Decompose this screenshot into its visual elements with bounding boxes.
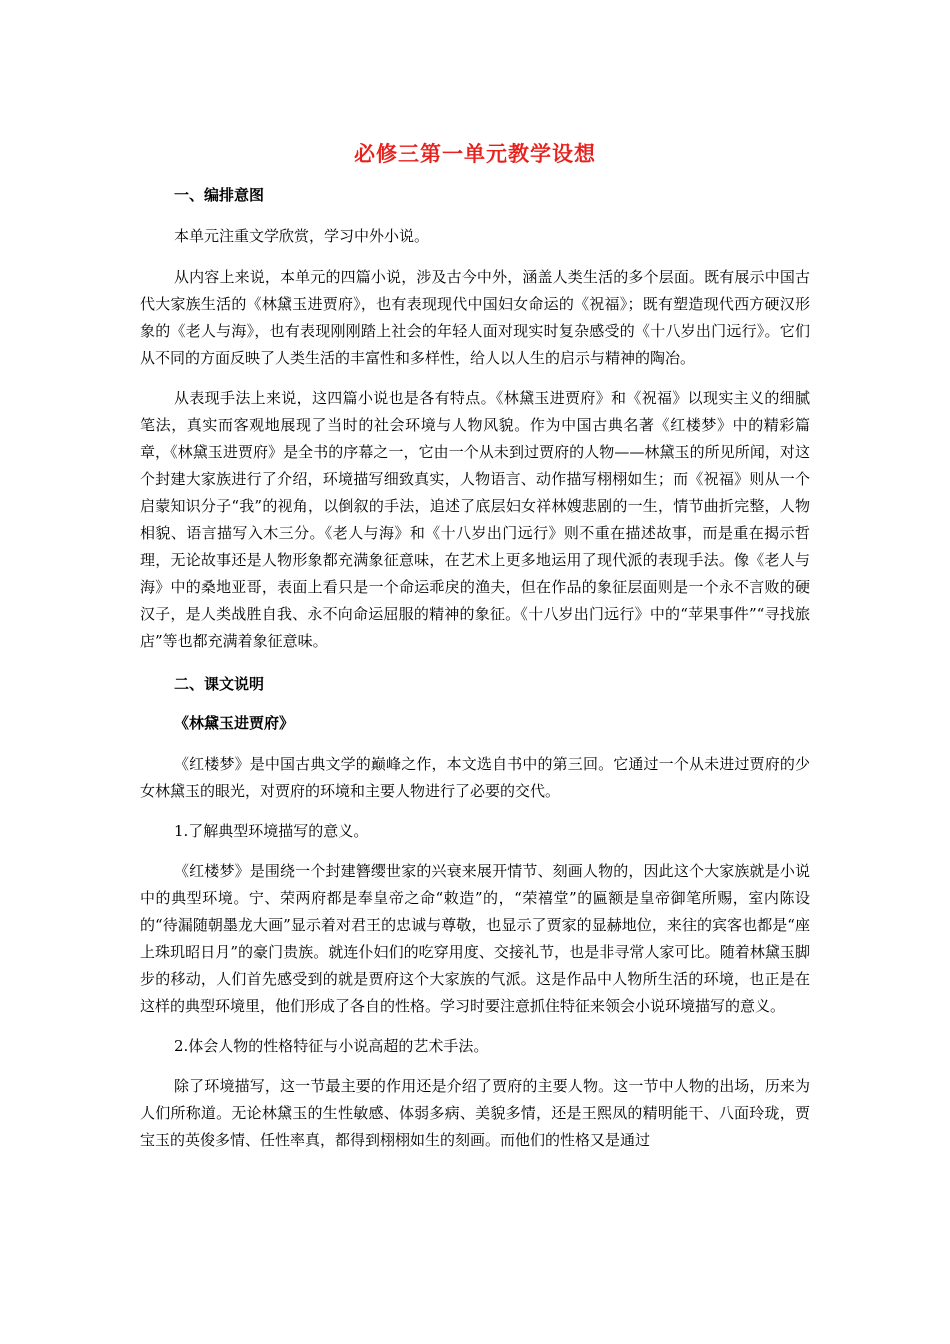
paragraph: 《红楼梦》是围绕一个封建簪缨世家的兴衰来展开情节、刻画人物的，因此这个大家族就是小说中的典型环境。宁、荣两府都是奉皇帝之命“敕造”的，“荣禧堂”的匾额是皇帝御笔所赐，室内陈设的“待漏随朝墨龙大画”显示着对君王的忠诚与尊敬，也显示了贾家的显赫地位，来往的宾客也都是“座上珠玑昭日月”的豪门贵族。就连仆妇们的吃穿用度、交接礼节，也是非寻常人家可比。随着林黛玉脚步的移动，人们首先感受到的就是贾府这个大家族的气派。这是作品中人物所生活的环境，也正是在这样的典型环境里，他们形成了各自的性格。学习时要注意抓住特征来领会小说环境描写的意义。 xyxy=(140,862,810,1015)
section-heading-intent: 一、编排意图 xyxy=(174,186,265,204)
paragraph: 《红楼梦》是中国古典文学的巅峰之作，本文选自书中的第三回。它通过一个从未进过贾府的少女林黛玉的眼光，对贾府的环境和主要人物进行了必要的交代。 xyxy=(140,755,810,800)
lesson-title: 《林黛玉进贾府》 xyxy=(174,714,295,732)
paragraph: 从表现手法上来说，这四篇小说也是各有特点。《林黛玉进贾府》和《祝福》以现实主义的细腻笔法，真实而客观地展现了当时的社会环境与人物风貌。作为中国古典名著《红楼梦》中的精彩篇章，《林黛玉进贾府》是全书的序幕之一，它由一个从未到过贾府的人物——林黛玉的所见所闻，对这个封建大家族进行了介绍，环境描写细致真实，人物语言、动作描写栩栩如生；而《祝福》则从一个启蒙知识分子“我”的视角，以倒叙的手法，追述了底层妇女祥林嫂悲剧的一生，情节曲折完整，人物相貌、语言描写入木三分。《老人与海》和《十八岁出门远行》则不重在描述故事，而是重在揭示哲理，无论故事还是人物形象都充满象征意味，在艺术上更多地运用了现代派的表现手法。像《老人与海》中的桑地亚哥，表面上看只是一个命运乖戾的渔夫，但在作品的象征层面则是一个永不言败的硬汉子，是人类战胜自我、永不向命运屈服的精神的象征。《十八岁出门远行》中的“苹果事件”“寻找旅店”等也都充满着象征意味。 xyxy=(140,389,810,650)
numbered-point: 1.了解典型环境描写的意义。 xyxy=(174,822,369,840)
numbered-point: 2.体会人物的性格特征与小说高超的艺术手法。 xyxy=(174,1037,489,1055)
paragraph: 本单元注重文学欣赏，学习中外小说。 xyxy=(174,227,430,245)
section-heading-text-notes: 二、课文说明 xyxy=(174,675,265,693)
paragraph: 除了环境描写，这一节最主要的作用还是介绍了贾府的主要人物。这一节中人物的出场，历来为人们所称道。无论林黛玉的生性敏感、体弱多病、美貌多情，还是王熙凤的精明能干、八面玲珑，贾宝玉的英俊多情、任性率真，都得到栩栩如生的刻画。而他们的性格又是通过 xyxy=(140,1077,810,1149)
paragraph: 从内容上来说，本单元的四篇小说，涉及古今中外，涵盖人类生活的多个层面。既有展示中国古代大家族生活的《林黛玉进贾府》，也有表现现代中国妇女命运的《祝福》；既有塑造现代西方硬汉形象的《老人与海》，也有表现刚刚踏上社会的年轻人面对现实时复杂感受的《十八岁出门远行》。它们从不同的方面反映了人类生活的丰富性和多样性，给人以人生的启示与精神的陶冶。 xyxy=(140,268,810,367)
document-title: 必修三第一单元教学设想 xyxy=(354,142,596,166)
